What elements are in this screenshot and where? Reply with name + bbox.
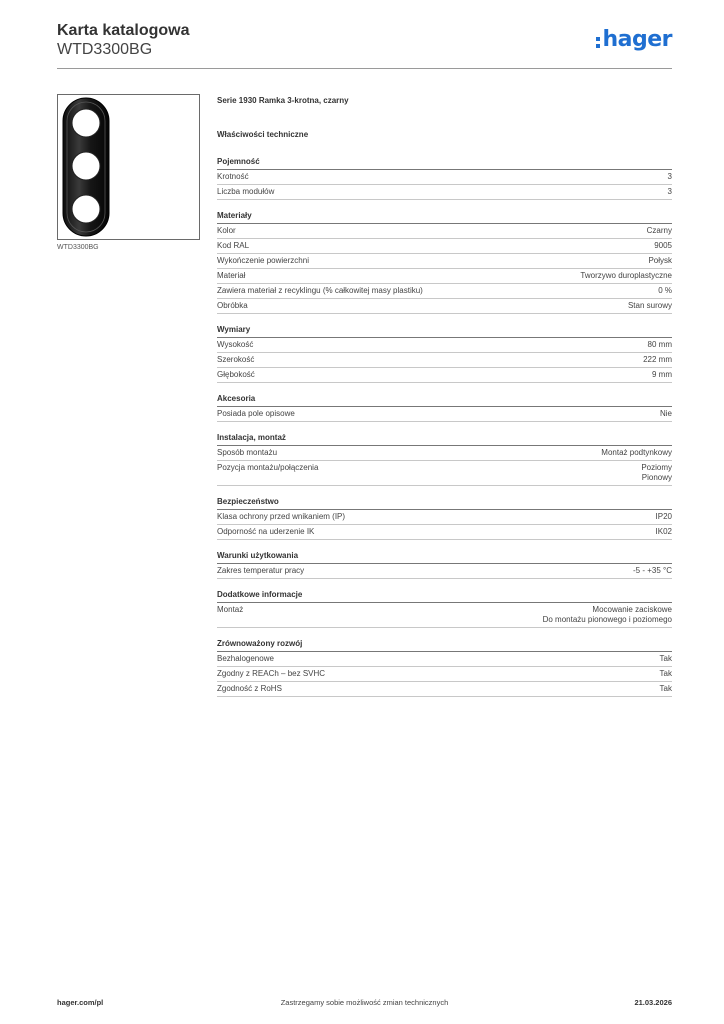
spec-section [217,590,672,628]
spec-row [217,682,672,697]
spec-value [647,226,672,236]
spec-label: Zgodność z RoHS [217,684,282,693]
spec-value-line: Mocowanie zaciskowe [592,605,672,614]
spec-value-line: 80 mm [647,340,672,349]
section-title: Bezpieczeństwo [217,497,672,510]
spec-label: Wysokość [217,340,254,349]
spec-value [601,448,672,458]
spec-value-line: 222 mm [643,355,672,364]
spec-value [580,271,672,281]
spec-row [217,446,672,461]
spec-value-line: 9 mm [652,370,672,379]
logo-dots-icon [596,37,600,48]
spec-label: Szerokość [217,355,255,364]
spec-section [217,551,672,579]
section-title: Materiały [217,211,672,224]
spec-section [217,394,672,422]
section-title: Zrównoważony rozwój [217,639,672,652]
spec-value-line: Nie [659,409,672,418]
spec-value [668,187,672,197]
spec-value-line: Tak [659,684,672,693]
spec-value-line: Montaż podtynkowy [601,448,672,457]
spec-row [217,254,672,269]
spec-label: Wykończenie powierzchni [217,256,309,265]
hager-logo [596,28,672,52]
spec-row [217,461,672,486]
spec-row [217,224,672,239]
spec-value-line: Pionowy [641,473,672,482]
spec-label: Zawiera materiał z recyklingu (% całkowitej masy plastiku) [217,286,423,295]
frame-image-icon [58,95,199,239]
section-title: Instalacja, montaż [217,433,672,446]
spec-value [543,605,672,625]
spec-value-line: Połysk [648,256,672,265]
spec-value [660,409,672,419]
spec-row [217,407,672,422]
page-header [57,22,672,70]
spec-value [628,301,672,311]
spec-value [652,370,672,380]
product-image [57,94,200,240]
spec-value-line: Tak [659,654,672,663]
spec-row [217,170,672,185]
logo-wordmark: hager [602,27,672,52]
spec-value [660,654,672,664]
spec-value [660,669,672,679]
spec-value-line: Czarny [646,226,672,235]
spec-value [658,286,672,296]
spec-label: Kolor [217,226,236,235]
spec-value [648,340,672,350]
spec-label: Klasa ochrony przed wnikaniem (IP) [217,512,346,521]
section-title: Pojemność [217,157,672,170]
spec-section [217,433,672,486]
spec-label: Krotność [217,172,249,181]
spec-label: Odporność na uderzenie IK [217,527,315,536]
spec-section [217,325,672,383]
spec-label: Głębokość [217,370,255,379]
spec-content [217,96,672,697]
spec-value-line: -5 - +35 °C [633,566,672,575]
spec-value-line: Tworzywo duroplastyczne [580,271,672,280]
spec-label: Zakres temperatur pracy [217,566,305,575]
spec-section [217,497,672,540]
spec-label: Materiał [217,271,246,280]
spec-label: Montaż [217,605,244,614]
spec-row [217,525,672,540]
spec-section [217,211,672,314]
spec-value [656,512,672,522]
spec-row [217,185,672,200]
spec-value-line: 3 [667,172,672,181]
spec-value [668,172,672,182]
spec-label: Bezhalogenowe [217,654,274,663]
technical-properties-title: Właściwości techniczne [217,130,309,139]
spec-row [217,652,672,667]
spec-row [217,239,672,254]
footer-website-link[interactable]: hager.com/pl [57,998,104,1007]
spec-sections [217,157,672,697]
spec-row [217,603,672,628]
spec-label: Sposób montażu [217,448,278,457]
spec-row [217,269,672,284]
spec-row [217,667,672,682]
spec-row [217,564,672,579]
product-image-caption: WTD3300BG [57,244,99,251]
footer-date: 21.03.2026 [634,998,672,1007]
section-title: Akcesoria [217,394,672,407]
spec-row [217,510,672,525]
spec-value-line: 9005 [654,241,672,250]
spec-value [656,527,672,537]
spec-label: Liczba modułów [217,187,275,196]
spec-row [217,338,672,353]
spec-value [643,355,672,365]
spec-value-line: Tak [659,669,672,678]
spec-label: Obróbka [217,301,248,310]
product-code: WTD3300BG [57,41,153,58]
spec-value [654,241,672,251]
spec-section [217,157,672,200]
spec-label: Zgodny z REACh – bez SVHC [217,669,326,678]
spec-row [217,353,672,368]
spec-row [217,299,672,314]
header-divider [57,68,672,69]
spec-label: Posiada pole opisowe [217,409,295,418]
spec-value-line: IP20 [655,512,672,521]
spec-value-line: Stan surowy [627,301,672,310]
spec-value [648,256,672,266]
spec-value [641,463,672,483]
section-title: Dodatkowe informacje [217,590,672,603]
spec-row [217,368,672,383]
section-title: Wymiary [217,325,672,338]
section-title: Warunki użytkowania [217,551,672,564]
spec-value-line: 3 [667,187,672,196]
spec-value-line: Poziomy [641,463,672,472]
spec-value-line: Do montażu pionowego i poziomego [542,615,672,624]
spec-value [633,566,672,576]
footer-notice: Zastrzegamy sobie możliwość zmian technicznych [280,998,449,1007]
document-title: Karta katalogowa [57,22,190,39]
spec-label: Pozycja montażu/połączenia [217,463,319,472]
product-name: Serie 1930 Ramka 3-krotna, czarny [217,96,349,105]
spec-value [660,684,672,694]
spec-label: Kod RAL [217,241,250,250]
spec-value-line: IK02 [655,527,672,536]
spec-value-line: 0 % [658,286,672,295]
spec-row [217,284,672,299]
spec-section [217,639,672,697]
